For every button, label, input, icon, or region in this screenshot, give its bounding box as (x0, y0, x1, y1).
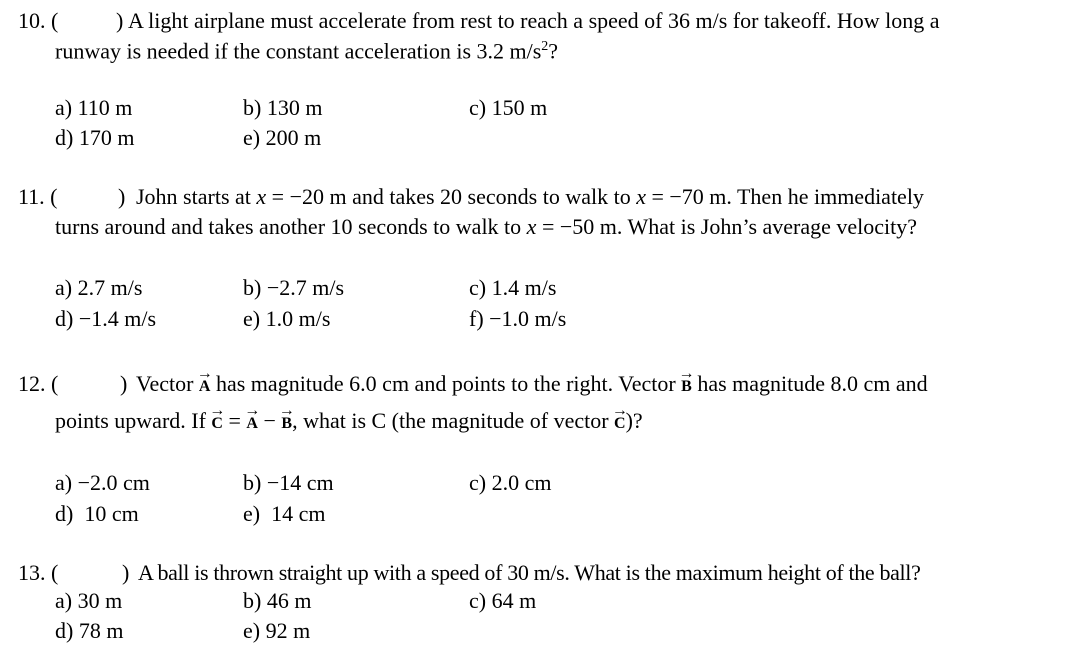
option-d: d) 78 m (55, 618, 124, 643)
option-e: e) 200 m (243, 125, 322, 150)
option-e: e) 1.0 m/s (243, 306, 331, 331)
question-text-line: runway is needed if the constant acceleration is 3.2 $m/s^2$? (55, 38, 559, 64)
option-a: a) 2.7 m/s (55, 275, 143, 300)
option-c: c) 1.4 m/s (469, 275, 557, 300)
question-text-line: Vector → A has magnitude 6.0 cm and points to the right. Vector → B has magnitude 8.0 cm and (136, 373, 928, 395)
option-d: d) 10 cm (55, 501, 139, 526)
option-b: b) 130 m (243, 95, 323, 120)
answer-blank-close: ) (116, 8, 124, 33)
question-text-line: John starts at x = −20 m and takes 20 seconds to walk to x = −70 m. Then he immediately (136, 184, 924, 209)
option-e: e) 14 cm (243, 501, 326, 526)
answer-blank-close: ) (118, 184, 126, 209)
option-f: f) −1.0 m/s (469, 306, 567, 331)
vector-c-symbol: → C (211, 416, 223, 432)
vector-a-symbol: → A (199, 379, 211, 395)
vector-b-symbol: → B (681, 379, 692, 395)
option-a: a) 110 m (55, 95, 133, 120)
question-text-line: turns around and takes another 10 seconds to walk to x = −50 m. What is John’s average velocity? (55, 214, 918, 239)
question-text-line: points upward. If → C = → A − → B, what is C (the magnitude of vector → C)? (55, 410, 643, 432)
option-b: b) −2.7 m/s (243, 275, 345, 300)
question-text-line: A light airplane must accelerate from rest to reach a speed of 36 m/s for takeoff. How long a (128, 8, 940, 33)
question-number: 12. ( (18, 371, 59, 396)
answer-blank-close: ) (122, 560, 130, 585)
option-c: c) 64 m (469, 588, 537, 613)
question-number: 10. ( (18, 8, 59, 33)
option-c: c) 150 m (469, 95, 548, 120)
answer-blank-close: ) (120, 371, 128, 396)
option-b: b) 46 m (243, 588, 312, 613)
vector-c-symbol: → C (614, 416, 626, 432)
option-c: c) 2.0 cm (469, 470, 552, 495)
vector-a-symbol: → A (246, 416, 258, 432)
option-a: a) −2.0 cm (55, 470, 150, 495)
option-d: d) 170 m (55, 125, 135, 150)
question-number: 13. ( (18, 560, 59, 585)
option-d: d) −1.4 m/s (55, 306, 157, 331)
option-b: b) −14 cm (243, 470, 334, 495)
question-number: 11. ( (18, 184, 58, 209)
question-text-line: A ball is thrown straight up with a speed of 30 m/s. What is the maximum height of the ball? (138, 560, 921, 585)
option-a: a) 30 m (55, 588, 123, 613)
option-e: e) 92 m (243, 618, 311, 643)
vector-b-symbol: → B (281, 416, 292, 432)
